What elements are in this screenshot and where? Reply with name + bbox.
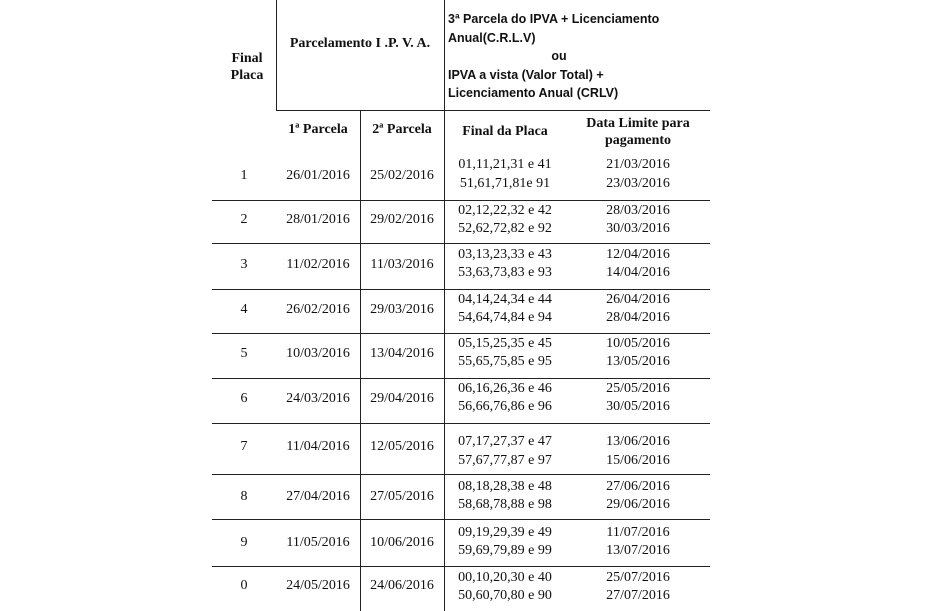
row-separator: [212, 474, 710, 475]
data-limite-line-2: pagamento: [604, 133, 672, 148]
data-line-2: 28/04/2016: [606, 310, 670, 325]
placa-line-2: 52,62,72,82 e 92: [458, 221, 552, 236]
row-separator: [212, 200, 710, 201]
parcela-2-cell: 12/05/2016: [370, 439, 434, 454]
data-line-1: 21/03/2016: [606, 157, 670, 172]
placa-line-1: 07,17,27,37 e 47: [458, 434, 552, 449]
placa-line-1: 00,10,20,30 e 40: [458, 570, 552, 585]
data-limite-header: [568, 115, 708, 149]
placa-line-2: 50,60,70,80 e 90: [458, 588, 552, 603]
data-line-1: 25/07/2016: [606, 570, 670, 585]
right-header-block: [448, 10, 710, 103]
parcela-1-cell: 10/03/2016: [286, 346, 350, 361]
placa-line-2: 57,67,77,87 e 97: [458, 453, 552, 468]
row-separator: [212, 243, 710, 244]
final-cell: 9: [240, 535, 248, 550]
placa-line-1: 01,11,21,31 e 41: [458, 157, 552, 172]
parcela-1-cell: 24/03/2016: [286, 391, 350, 406]
parcela-2-cell: 10/06/2016: [370, 535, 434, 550]
final-placa-line-2: Placa: [230, 68, 264, 83]
parcela-2-cell: 25/02/2016: [370, 168, 434, 183]
placa-line-2: 56,66,76,86 e 96: [458, 399, 552, 414]
data-line-2: 15/06/2016: [606, 453, 670, 468]
final-cell: 0: [240, 578, 248, 593]
parcela-2-cell: 29/04/2016: [370, 391, 434, 406]
data-line-1: 10/05/2016: [606, 336, 670, 351]
data-line-2: 29/06/2016: [606, 497, 670, 512]
parcela-1-cell: 27/04/2016: [286, 489, 350, 504]
parcela-1-cell: 11/04/2016: [286, 439, 350, 454]
parcelamento-header: Parcelamento I .P. V. A.: [289, 36, 431, 51]
placa-line-2: 54,64,74,84 e 94: [458, 310, 552, 325]
data-line-2: 30/05/2016: [606, 399, 670, 414]
data-line-1: 11/07/2016: [606, 525, 670, 540]
parcela-1-cell: 26/02/2016: [286, 302, 350, 317]
right-header-line-4: IPVA a vista (Valor Total) +: [448, 67, 604, 82]
data-line-1: 28/03/2016: [606, 203, 670, 218]
data-line-1: 25/05/2016: [606, 381, 670, 396]
row-separator: [212, 519, 710, 520]
placa-line-1: 08,18,28,38 e 48: [458, 479, 552, 494]
row-separator: [212, 378, 710, 379]
final-cell: 8: [240, 489, 248, 504]
placa-line-1: 05,15,25,35 e 45: [458, 336, 552, 351]
placa-line-2: 59,69,79,89 e 99: [458, 543, 552, 558]
parcela-2-cell: 29/03/2016: [370, 302, 434, 317]
final-cell: 1: [240, 168, 248, 183]
final-cell: 5: [240, 346, 248, 361]
placa-line-1: 09,19,29,39 e 49: [458, 525, 552, 540]
parcela-2-cell: 11/03/2016: [370, 257, 434, 272]
placa-line-1: 06,16,26,36 e 46: [458, 381, 552, 396]
final-placa-line-1: Final: [231, 51, 263, 66]
parcela-1-cell: 24/05/2016: [286, 578, 350, 593]
data-line-1: 27/06/2016: [606, 479, 670, 494]
data-line-2: 23/03/2016: [606, 176, 670, 191]
parcela-2-cell: 29/02/2016: [370, 212, 434, 227]
parcela-1-cell: 28/01/2016: [286, 212, 350, 227]
final-placa-header: [222, 50, 272, 84]
placa-line-2: 58,68,78,88 e 98: [458, 497, 552, 512]
data-line-1: 26/04/2016: [606, 292, 670, 307]
header-divider: [276, 110, 710, 111]
data-line-1: 12/04/2016: [606, 247, 670, 262]
placa-line-1: 03,13,23,33 e 43: [458, 247, 552, 262]
row-separator: [212, 289, 710, 290]
data-line-1: 13/06/2016: [606, 434, 670, 449]
final-cell: 2: [240, 212, 248, 227]
final-da-placa-header: Final da Placa: [462, 124, 548, 139]
final-cell: 6: [240, 391, 248, 406]
parcela-1-cell: 11/05/2016: [286, 535, 350, 550]
parcela-1-header: 1ª Parcela: [288, 122, 348, 137]
placa-line-2: 51,61,71,81e 91: [459, 176, 551, 191]
right-header-line-1: 3ª Parcela do IPVA + Licenciamento: [448, 12, 660, 26]
parcela-2-cell: 13/04/2016: [370, 346, 434, 361]
row-separator: [212, 566, 710, 567]
data-line-2: 30/03/2016: [606, 221, 670, 236]
data-line-2: 13/07/2016: [606, 543, 670, 558]
final-cell: 4: [240, 302, 248, 317]
right-header-line-2: Anual(C.R.L.V): [448, 30, 536, 45]
data-line-2: 14/04/2016: [606, 265, 670, 280]
placa-line-1: 04,14,24,34 e 44: [458, 292, 552, 307]
data-line-2: 27/07/2016: [606, 588, 670, 603]
parcela-1-cell: 26/01/2016: [286, 168, 350, 183]
placa-line-2: 55,65,75,85 e 95: [458, 354, 552, 369]
placa-line-1: 02,12,22,32 e 42: [458, 203, 552, 218]
final-cell: 3: [240, 257, 248, 272]
row-separator: [212, 333, 710, 334]
header-vertical-left: [276, 0, 277, 111]
data-limite-line-1: Data Limite para: [586, 116, 690, 131]
right-header-or: ou: [551, 49, 567, 63]
right-header-line-5: Licenciamento Anual (CRLV): [448, 86, 619, 100]
parcela-1-cell: 11/02/2016: [286, 257, 350, 272]
row-separator: [212, 423, 710, 424]
data-line-2: 13/05/2016: [606, 354, 670, 369]
parcela-2-cell: 24/06/2016: [370, 578, 434, 593]
parcela-2-cell: 27/05/2016: [370, 489, 434, 504]
placa-line-2: 53,63,73,83 e 93: [458, 265, 552, 280]
final-cell: 7: [240, 439, 248, 454]
parcela-2-header: 2ª Parcela: [372, 122, 432, 137]
